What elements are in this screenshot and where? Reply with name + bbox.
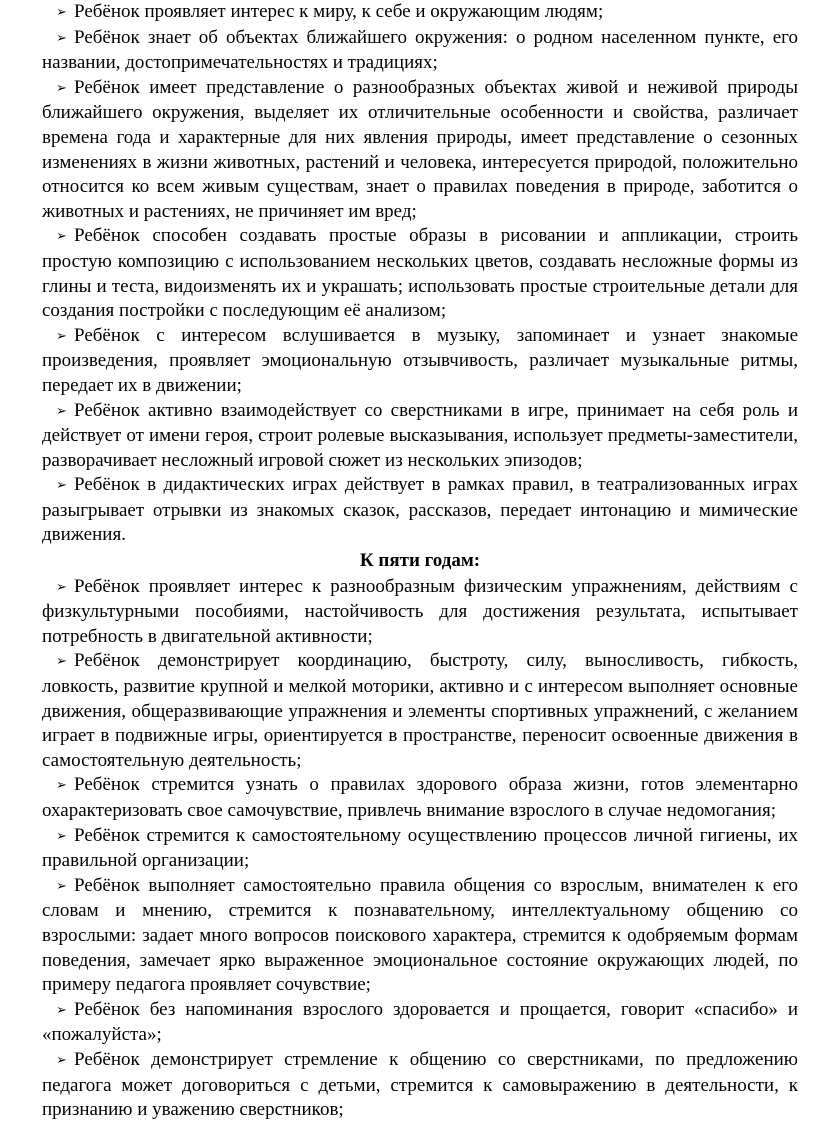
list-item-text: Ребёнок выполняет самостоятельно правила общения со взрослым, внимателен к его словам и мнению, стремится к познавательному, интеллектуальному общению со взрослыми: задает много вопросов поискового характера, стремится к одобряемым формам поведения, замечает ярко выраженное эмоциональное состояние окружающих людей, по примеру педагога проявляет сочувствие;	[42, 874, 798, 996]
document-page	[42, 0, 798, 1123]
list-item	[42, 399, 798, 474]
section-outcomes-list	[42, 0, 798, 548]
list-item	[42, 0, 798, 26]
list-item	[42, 26, 798, 76]
list-item	[42, 824, 798, 874]
list-item-text: Ребёнок без напоминания взрослого здоровается и прощается, говорит «спасибо» и «пожалуйста»;	[42, 998, 798, 1046]
list-item-text: Ребёнок демонстрирует стремление к общению со сверстниками, по предложению педагога может договориться с детьми, стремится к самовыражению в деятельности, к признанию и уважению сверстников;	[42, 1048, 798, 1121]
section-heading-five-years: К пяти годам:	[359, 550, 481, 572]
list-item-text: Ребёнок демонстрирует координацию, быстроту, силу, выносливость, гибкость, ловкость, развитие крупной и мелкой моторики, активно и с интересом выполняет основные движения, общеразвивающие упражнения и элементы спортивных упражнений, с желанием играет в подвижные игры, ориентируется в пространстве, переносит освоенные движения в самостоятельную деятельность;	[42, 650, 798, 771]
list-item	[42, 324, 798, 399]
arrow-bullet-icon: ➢	[56, 1052, 67, 1068]
arrow-bullet-icon: ➢	[56, 403, 67, 419]
arrow-bullet-icon: ➢	[56, 1002, 67, 1018]
list-item	[42, 1048, 798, 1123]
list-item	[42, 649, 798, 773]
list-item-text: Ребёнок стремится узнать о правилах здорового образа жизни, готов элементарно охарактеризовать свое самочувствие, привлечь внимание взрослого в случае недомогания;	[42, 774, 798, 821]
list-item-text: Ребёнок способен создавать простые образы в рисовании и аппликации, строить простую композицию с использованием нескольких цветов, создавать несложные формы из глины и теста, видоизменять их и украшать; использовать простые строительные детали для создания постройки с последующим её анализом;	[42, 225, 798, 322]
list-item-text: Ребёнок с интересом вслушивается в музыку, запоминает и узнает знакомые произведения, проявляет эмоциональную отзывчивость, различает музыкальные ритмы, передает их в движении;	[42, 324, 798, 396]
arrow-bullet-icon: ➢	[56, 229, 67, 245]
list-item-text: Ребёнок знает об объектах ближайшего окружения: о родном населенном пункте, его названии, достопримечательностях и традициях;	[42, 26, 798, 74]
arrow-bullet-icon: ➢	[56, 778, 67, 794]
arrow-bullet-icon: ➢	[56, 30, 67, 46]
list-item	[42, 575, 798, 650]
section-five-years-list	[42, 575, 798, 1123]
arrow-bullet-icon: ➢	[56, 328, 67, 344]
arrow-bullet-icon: ➢	[56, 654, 67, 670]
list-item	[42, 998, 798, 1048]
list-item-text: Ребёнок стремится к самостоятельному осуществлению процессов личной гигиены, их правильной организации;	[42, 824, 798, 872]
list-item	[42, 773, 798, 823]
arrow-bullet-icon: ➢	[56, 80, 67, 96]
list-item	[42, 874, 798, 998]
list-item-text: Ребёнок активно взаимодействует со сверстниками в игре, принимает на себя роль и действует от имени героя, строит ролевые высказывания, использует предметы-заместители, разворачивает несложный игровой сюжет из нескольких эпизодов;	[42, 399, 798, 471]
arrow-bullet-icon: ➢	[56, 878, 67, 894]
arrow-bullet-icon: ➢	[56, 828, 67, 844]
list-item-text: Ребёнок в дидактических играх действует в рамках правил, в театрализованных играх разыгрывает отрывки из знакомых сказок, рассказов, передает интонацию и мимические движения.	[42, 474, 798, 546]
arrow-bullet-icon: ➢	[56, 5, 67, 20]
list-item-text: Ребёнок проявляет интерес к разнообразным физическим упражнениям, действиям с физкультурными пособиями, настойчивость для достижения результата, испытывает потребность в двигательной активности;	[42, 575, 798, 647]
arrow-bullet-icon: ➢	[56, 579, 67, 595]
list-item-text: Ребёнок имеет представление о разнообразных объектах живой и неживой природы ближайшего окружения, выделяет их отличительные особенности и свойства, различает времена года и характерные для них явления природы, имеет представление о сезонных изменениях в жизни животных, растений и человека, интересуется природой, положительно относится ко всем живым существам, знает о правилах поведения в природе, заботится о животных и растениях, не причиняет им вред;	[42, 76, 798, 222]
list-item	[42, 224, 798, 323]
list-item	[42, 76, 798, 225]
list-item-text: Ребёнок проявляет интерес к миру, к себе и окружающим людям;	[74, 1, 604, 22]
list-item	[42, 473, 798, 548]
arrow-bullet-icon: ➢	[56, 478, 67, 494]
